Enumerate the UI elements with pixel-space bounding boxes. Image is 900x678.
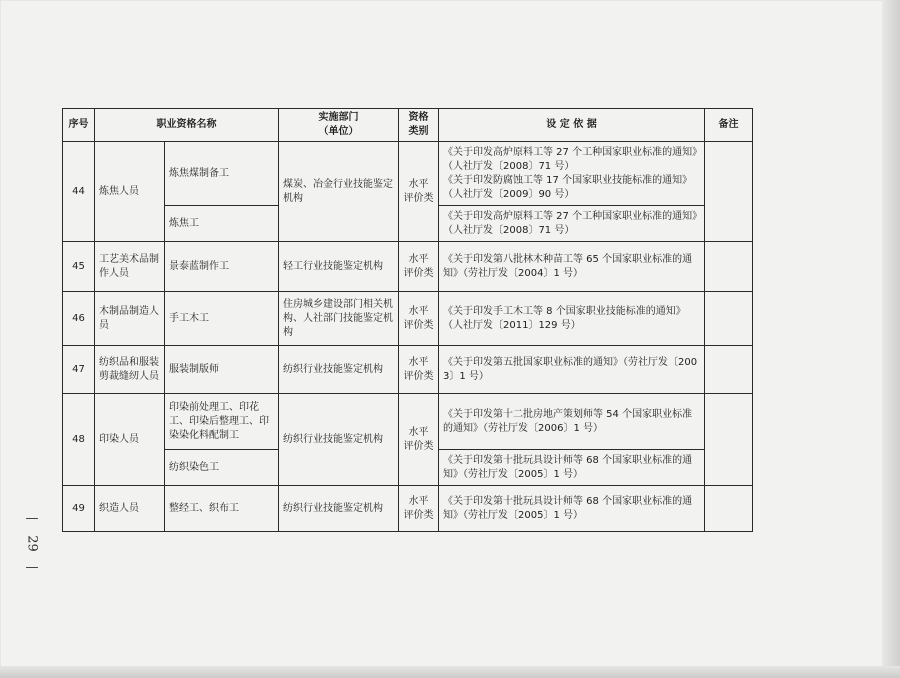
page-edge-right: [882, 0, 900, 678]
header-category: 资格 类别: [399, 109, 439, 142]
row-number: 44: [63, 142, 95, 242]
table-row: [63, 292, 753, 346]
implementing-dept: 纺织行业技能鉴定机构: [279, 394, 399, 486]
implementing-dept: 轻工行业技能鉴定机构: [279, 242, 399, 292]
basis-cell: [439, 486, 705, 532]
occupation-group: 印染人员: [95, 394, 165, 486]
occupation-group: 木制品制造人员: [95, 292, 165, 346]
occupation-group: 织造人员: [95, 486, 165, 532]
occupation-name: 炼焦工: [165, 206, 279, 242]
occupation-name: 景泰蓝制作工: [165, 242, 279, 292]
row-number: 48: [63, 394, 95, 486]
table-header-row: [63, 109, 753, 142]
qualification-table: [62, 108, 753, 532]
basis-document: 《关于印发第十批玩具设计师等 68 个国家职业标准的通知》（劳社厅发〔2005〕1 号）: [443, 454, 693, 480]
qualification-category: 水平 评价类: [399, 242, 439, 292]
basis-cell: [439, 394, 705, 450]
remark-cell: [705, 292, 753, 346]
implementing-dept: 住房城乡建设部门相关机构、人社部门技能鉴定机构: [279, 292, 399, 346]
qualification-table-wrap: [62, 108, 753, 532]
remark-cell: [705, 242, 753, 292]
basis-document: 《关于印发手工木工等 8 个国家职业技能标准的通知》（人社厅发〔2011〕129 号）: [443, 305, 686, 331]
table-row: [63, 346, 753, 394]
header-seq: 序号: [63, 109, 95, 142]
header-remark: 备注: [705, 109, 753, 142]
implementing-dept: 纺织行业技能鉴定机构: [279, 486, 399, 532]
table-body: [63, 142, 753, 532]
row-number: 49: [63, 486, 95, 532]
occupation-group: 工艺美术品制作人员: [95, 242, 165, 292]
basis-cell: [439, 346, 705, 394]
occupation-name: 印染前处理工、印花工、印染后整理工、印染染化料配制工: [165, 394, 279, 450]
qualification-category: 水平 评价类: [399, 292, 439, 346]
qualification-category: 水平 评价类: [399, 394, 439, 486]
qualification-category: 水平 评价类: [399, 346, 439, 394]
page-number-dash-top: —: [25, 511, 39, 526]
basis-document: 《关于印发第八批林木种苗工等 65 个国家职业标准的通知》（劳社厅发〔2004〕1 号）: [443, 253, 693, 279]
basis-document: 《关于印发高炉原料工等 27 个工种国家职业标准的通知》（人社厅发〔2008〕71 号）: [443, 210, 698, 236]
remark-cell: [705, 142, 753, 242]
page-edge-bottom: [0, 666, 900, 678]
basis-document: 《关于印发第五批国家职业标准的通知》（劳社厅发〔2003〕1 号）: [443, 356, 698, 382]
occupation-group: 炼焦人员: [95, 142, 165, 242]
occupation-name: 整经工、织布工: [165, 486, 279, 532]
table-row: [63, 486, 753, 532]
basis-document: 《关于印发第十批玩具设计师等 68 个国家职业标准的通知》（劳社厅发〔2005〕1 号）: [443, 495, 693, 521]
row-number: 47: [63, 346, 95, 394]
implementing-dept: 煤炭、冶金行业技能鉴定机构: [279, 142, 399, 242]
basis-cell: [439, 450, 705, 486]
table-row: [63, 394, 753, 450]
qualification-category: 水平 评价类: [399, 142, 439, 242]
page-number-dash-bottom: —: [25, 560, 39, 575]
basis-cell: [439, 292, 705, 346]
occupation-name: 炼焦煤制备工: [165, 142, 279, 206]
page-number-value: 29: [24, 535, 40, 552]
header-name: 职业资格名称: [95, 109, 279, 142]
basis-document: 《关于印发防腐蚀工等 17 个国家职业技能标准的通知》（人社厅发〔2009〕90 号）: [443, 174, 693, 200]
basis-cell: [439, 142, 705, 206]
basis-cell: [439, 242, 705, 292]
remark-cell: [705, 346, 753, 394]
occupation-name: 手工木工: [165, 292, 279, 346]
table-row: [63, 142, 753, 206]
row-number: 46: [63, 292, 95, 346]
header-basis: 设 定 依 据: [439, 109, 705, 142]
basis-document: 《关于印发高炉原料工等 27 个工种国家职业标准的通知》（人社厅发〔2008〕71 号）: [443, 146, 698, 172]
remark-cell: [705, 394, 753, 486]
occupation-name: 纺织染色工: [165, 450, 279, 486]
occupation-group: 纺织品和服装剪裁缝纫人员: [95, 346, 165, 394]
remark-cell: [705, 486, 753, 532]
header-dept: 实施部门 （单位）: [279, 109, 399, 142]
row-number: 45: [63, 242, 95, 292]
occupation-name: 服装制版师: [165, 346, 279, 394]
basis-document: 《关于印发第十二批房地产策划师等 54 个国家职业标准的通知》（劳社厅发〔2006〕1 号）: [443, 408, 693, 434]
page-number: [22, 512, 42, 575]
table-row: [63, 242, 753, 292]
implementing-dept: 纺织行业技能鉴定机构: [279, 346, 399, 394]
basis-cell: [439, 206, 705, 242]
qualification-category: 水平 评价类: [399, 486, 439, 532]
